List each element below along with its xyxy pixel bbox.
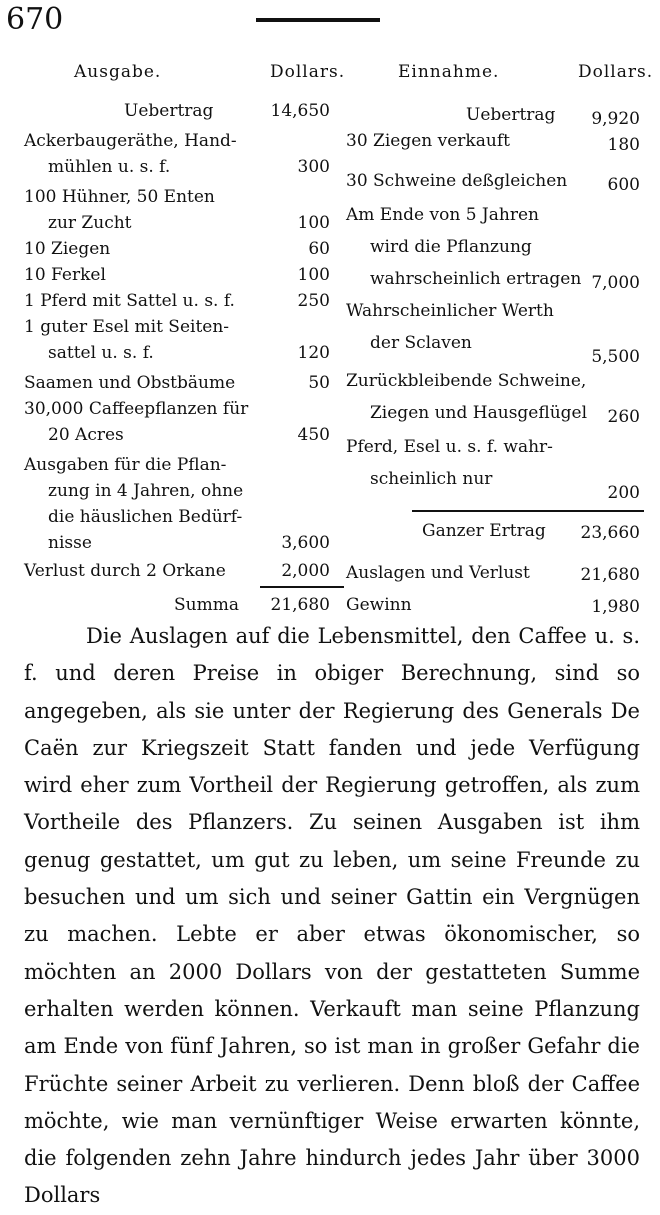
expenses-item-line: Ackerbaugeräthe, Hand- — [24, 131, 237, 151]
income-item-amount: 7,000 — [591, 273, 640, 293]
income-item-line: 30 Ziegen verkauft — [346, 131, 510, 151]
expenses-item-line: 1 Pferd mit Sattel u. s. f. — [24, 291, 235, 311]
expenses-item-line: nisse — [48, 533, 92, 553]
expenses-item-line: die häuslichen Bedürf- — [48, 507, 243, 527]
expenses-carry-label: Uebertrag — [124, 101, 214, 121]
page-number: 670 — [6, 2, 64, 37]
expenses-item-line: 1 guter Esel mit Seiten- — [24, 317, 230, 337]
expenses-item-line: Verlust durch 2 Orkane — [24, 561, 226, 581]
expenses-item-line: 10 Ferkel — [24, 265, 106, 285]
income-total-value: 23,660 — [580, 523, 640, 543]
income-item-amount: 600 — [607, 175, 640, 195]
income-item-amount: 180 — [607, 135, 640, 155]
expenses-item-line: 100 Hühner, 50 Enten — [24, 187, 215, 207]
expenses-total-rule — [260, 586, 344, 588]
income-carry-label: Uebertrag — [466, 105, 556, 125]
expenses-item-amount: 250 — [297, 291, 330, 311]
income-item-amount: 260 — [607, 407, 640, 427]
income-item-amount: 5,500 — [591, 347, 640, 367]
income-amount-heading: Dollars. — [578, 62, 654, 82]
expenses-item-amount: 100 — [297, 265, 330, 285]
income-total-rule — [412, 510, 644, 512]
income-item-line: Wahrscheinlicher Werth — [346, 301, 554, 321]
expenses-carry-value: 14,650 — [270, 101, 330, 121]
expenses-item-line: Ausgaben für die Pflan- — [24, 455, 227, 475]
expenses-item-amount: 300 — [297, 157, 330, 177]
expenses-item-amount: 100 — [297, 213, 330, 233]
income-item-line: Am Ende von 5 Jahren — [346, 205, 539, 225]
expenses-item-amount: 450 — [297, 425, 330, 445]
expenses-item-amount: 3,600 — [281, 533, 330, 553]
income-item-line: Pferd, Esel u. s. f. wahr- — [346, 437, 553, 457]
income-item-line: scheinlich nur — [370, 469, 493, 489]
expenses-item-amount: 60 — [308, 239, 330, 259]
expenses-item-line: 20 Acres — [48, 425, 124, 445]
income-profit-label: Gewinn — [346, 595, 412, 615]
income-item-line: Ziegen und Hausgeflügel — [370, 403, 588, 423]
income-expenses-value: 21,680 — [580, 565, 640, 585]
income-profit-value: 1,980 — [591, 597, 640, 617]
income-item-line: wahrscheinlich ertragen — [370, 269, 582, 289]
income-carry-value: 9,920 — [591, 109, 640, 129]
expenses-item-line: mühlen u. s. f. — [48, 157, 171, 177]
body-text — [24, 618, 640, 1215]
expenses-item-line: sattel u. s. f. — [48, 343, 154, 363]
income-item-line: der Sclaven — [370, 333, 472, 353]
income-expenses-label: Auslagen und Verlust — [346, 563, 530, 583]
expenses-item-line: 30,000 Caffeepflanzen für — [24, 399, 249, 419]
income-total-label: Ganzer Ertrag — [422, 521, 546, 541]
expenses-item-line: zur Zucht — [48, 213, 132, 233]
expenses-item-amount: 2,000 — [281, 561, 330, 581]
expenses-total-label: Summa — [174, 595, 239, 615]
income-column-heading: Einnahme. — [398, 62, 500, 82]
income-item-line: wird die Pflanzung — [370, 237, 532, 257]
expenses-item-amount: 120 — [297, 343, 330, 363]
expenses-amount-heading: Dollars. — [270, 62, 346, 82]
income-item-line: Zurückbleibende Schweine, — [346, 371, 587, 391]
expenses-column-heading: Ausgabe. — [74, 62, 162, 82]
expenses-item-amount: 50 — [308, 373, 330, 393]
expenses-item-line: 10 Ziegen — [24, 239, 111, 259]
expenses-item-line: Saamen und Obstbäume — [24, 373, 236, 393]
income-item-amount: 200 — [607, 483, 640, 503]
body-paragraph: Die Auslagen auf die Lebensmittel, den Caffee u. s. f. und deren Preise in obiger Berechnung, sind so angegeben, als sie unter der Regierung des Generals De Caën zur Kriegszeit Statt fanden und jede Verfügung wird eher zum Vortheil der Regierung getroffen, als zum Vortheile des Pflanzers. Zu seinen Ausgaben ist ihm genug gestattet, um gut zu leben, um seine Freunde zu besuchen und um sich und seiner Gattin ein Vergnügen zu machen. Lebte er aber etwas ökonomischer, so möchten an 2000 Dollars von der gestatteten Summe erhalten werden können. Verkauft man seine Pflanzung am Ende von fünf Jahren, so ist man in großer Gefahr die Früchte seiner Arbeit zu verlieren. Denn bloß der Caffee möchte, wie man vernünftiger Weise erwarten könnte, die folgenden zehn Jahre hindurch jedes Jahr über 3000 Dollars — [24, 624, 640, 1208]
expenses-total-value: 21,680 — [270, 595, 330, 615]
income-item-line: 30 Schweine deßgleichen — [346, 171, 568, 191]
header-rule — [256, 18, 380, 22]
expenses-item-line: zung in 4 Jahren, ohne — [48, 481, 244, 501]
